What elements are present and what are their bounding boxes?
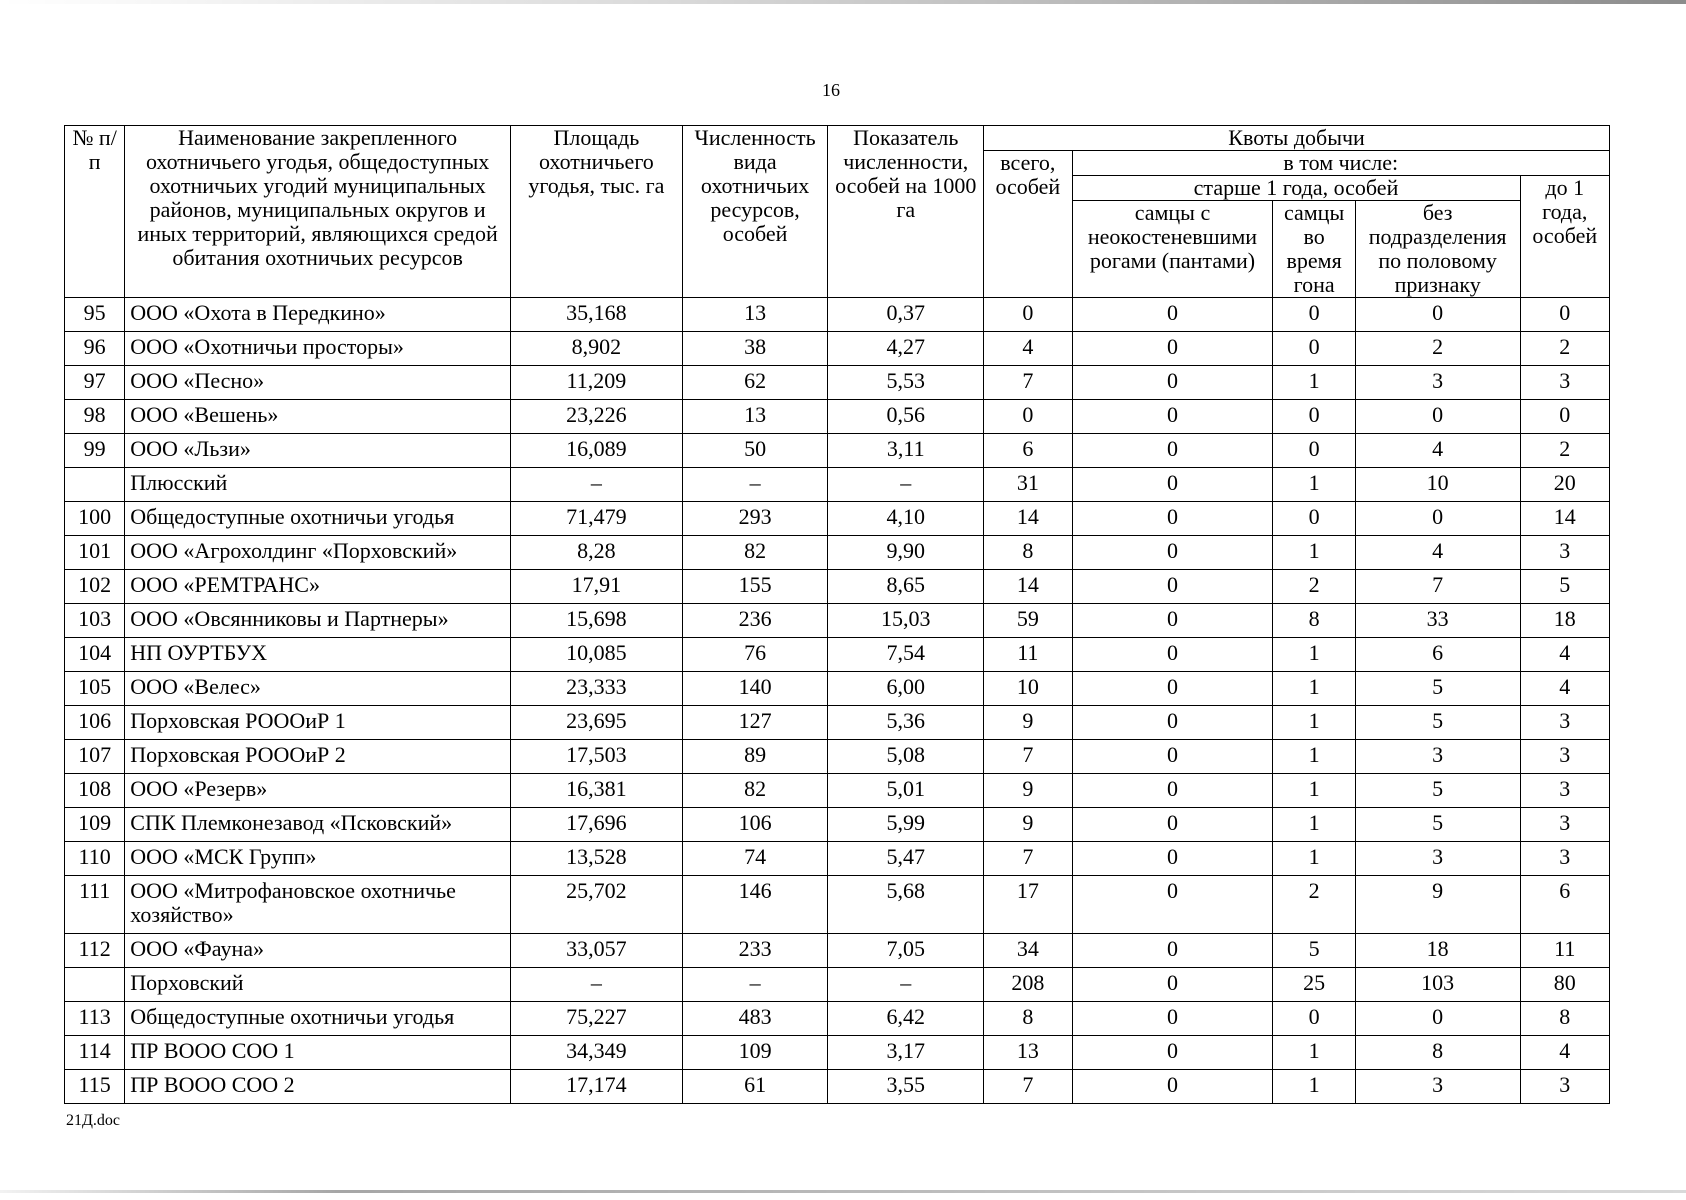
cell-num: 107 bbox=[65, 740, 125, 774]
cell-males-rut: 0 bbox=[1273, 434, 1355, 468]
cell-young: 0 bbox=[1520, 298, 1609, 332]
cell-young: 3 bbox=[1520, 774, 1609, 808]
cell-males-velvet: 0 bbox=[1072, 332, 1273, 366]
cell-total: 31 bbox=[984, 468, 1072, 502]
cell-total: 17 bbox=[984, 876, 1072, 934]
cell-density: 0,37 bbox=[828, 298, 984, 332]
cell-young: 8 bbox=[1520, 1002, 1609, 1036]
table-row bbox=[65, 298, 1610, 332]
cell-males-rut: 1 bbox=[1273, 706, 1355, 740]
cell-total: 14 bbox=[984, 570, 1072, 604]
cell-name: Общедоступные охотничьи угодья bbox=[125, 502, 511, 536]
cell-num: 97 bbox=[65, 366, 125, 400]
cell-area: 23,695 bbox=[511, 706, 683, 740]
cell-young: 5 bbox=[1520, 570, 1609, 604]
cell-num: 103 bbox=[65, 604, 125, 638]
cell-name: ПР ВООО СОО 2 bbox=[125, 1070, 511, 1104]
cell-count: 50 bbox=[682, 434, 828, 468]
cell-young: 4 bbox=[1520, 672, 1609, 706]
cell-density: 5,68 bbox=[828, 876, 984, 934]
cell-name: ПР ВООО СОО 1 bbox=[125, 1036, 511, 1070]
cell-males-velvet: 0 bbox=[1072, 400, 1273, 434]
table-body bbox=[65, 298, 1610, 1104]
cell-area: 11,209 bbox=[511, 366, 683, 400]
cell-density: 3,11 bbox=[828, 434, 984, 468]
cell-num: 112 bbox=[65, 934, 125, 968]
cell-name: Порховская РОООиР 1 bbox=[125, 706, 511, 740]
cell-young: 3 bbox=[1520, 740, 1609, 774]
cell-name: ООО «Агрохолдинг «Порховский» bbox=[125, 536, 511, 570]
cell-males-rut: 1 bbox=[1273, 774, 1355, 808]
cell-count: 89 bbox=[682, 740, 828, 774]
cell-num: 114 bbox=[65, 1036, 125, 1070]
cell-area: 23,226 bbox=[511, 400, 683, 434]
cell-total: 11 bbox=[984, 638, 1072, 672]
cell-area: 34,349 bbox=[511, 1036, 683, 1070]
cell-males-velvet: 0 bbox=[1072, 1002, 1273, 1036]
cell-count: 109 bbox=[682, 1036, 828, 1070]
cell-males-rut: 0 bbox=[1273, 502, 1355, 536]
cell-area: 33,057 bbox=[511, 934, 683, 968]
cell-density: 4,27 bbox=[828, 332, 984, 366]
table-row bbox=[65, 332, 1610, 366]
header-density: Показатель численности, особей на 1000 га bbox=[828, 126, 984, 298]
cell-area: 71,479 bbox=[511, 502, 683, 536]
cell-area: 8,28 bbox=[511, 536, 683, 570]
cell-count: 76 bbox=[682, 638, 828, 672]
cell-no-sex: 4 bbox=[1355, 536, 1520, 570]
cell-density: 7,54 bbox=[828, 638, 984, 672]
cell-males-velvet: 0 bbox=[1072, 1070, 1273, 1104]
cell-num: 96 bbox=[65, 332, 125, 366]
cell-total: 8 bbox=[984, 536, 1072, 570]
cell-total: 0 bbox=[984, 400, 1072, 434]
cell-name: ООО «Песно» bbox=[125, 366, 511, 400]
cell-males-rut: 1 bbox=[1273, 1036, 1355, 1070]
cell-young: 3 bbox=[1520, 706, 1609, 740]
header-males-velvet: самцы с неокостеневшими рогами (пантами) bbox=[1072, 201, 1273, 298]
cell-total: 4 bbox=[984, 332, 1072, 366]
cell-no-sex: 5 bbox=[1355, 672, 1520, 706]
cell-no-sex: 0 bbox=[1355, 502, 1520, 536]
cell-males-rut: 2 bbox=[1273, 570, 1355, 604]
cell-area: 17,91 bbox=[511, 570, 683, 604]
cell-name: Общедоступные охотничьи угодья bbox=[125, 1002, 511, 1036]
cell-count: 106 bbox=[682, 808, 828, 842]
cell-count: 140 bbox=[682, 672, 828, 706]
table-row bbox=[65, 366, 1610, 400]
cell-density: 0,56 bbox=[828, 400, 984, 434]
cell-total: 9 bbox=[984, 706, 1072, 740]
cell-males-rut: 1 bbox=[1273, 468, 1355, 502]
cell-males-rut: 0 bbox=[1273, 332, 1355, 366]
cell-males-velvet: 0 bbox=[1072, 366, 1273, 400]
cell-name: ООО «Овсянниковы и Партнеры» bbox=[125, 604, 511, 638]
table-row bbox=[65, 1070, 1610, 1104]
cell-no-sex: 9 bbox=[1355, 876, 1520, 934]
header-quota: Квоты добычи bbox=[984, 126, 1610, 151]
cell-count: 146 bbox=[682, 876, 828, 934]
cell-no-sex: 5 bbox=[1355, 808, 1520, 842]
cell-males-velvet: 0 bbox=[1072, 298, 1273, 332]
table-row bbox=[65, 672, 1610, 706]
cell-count: – bbox=[682, 968, 828, 1002]
cell-name: ООО «Охотничьи просторы» bbox=[125, 332, 511, 366]
header-num: № п/п bbox=[65, 126, 125, 298]
table-row bbox=[65, 706, 1610, 740]
cell-no-sex: 8 bbox=[1355, 1036, 1520, 1070]
cell-no-sex: 4 bbox=[1355, 434, 1520, 468]
cell-count: 483 bbox=[682, 1002, 828, 1036]
cell-density: 6,42 bbox=[828, 1002, 984, 1036]
cell-no-sex: 10 bbox=[1355, 468, 1520, 502]
cell-num: 108 bbox=[65, 774, 125, 808]
cell-density: 5,53 bbox=[828, 366, 984, 400]
cell-young: 3 bbox=[1520, 842, 1609, 876]
header-males-rut: самцы во время гона bbox=[1273, 201, 1355, 298]
page-number: 16 bbox=[822, 80, 840, 100]
cell-num: 99 bbox=[65, 434, 125, 468]
cell-males-velvet: 0 bbox=[1072, 536, 1273, 570]
cell-count: – bbox=[682, 468, 828, 502]
table-row bbox=[65, 468, 1610, 502]
cell-young: 18 bbox=[1520, 604, 1609, 638]
cell-density: 4,10 bbox=[828, 502, 984, 536]
cell-area: 25,702 bbox=[511, 876, 683, 934]
cell-area: 15,698 bbox=[511, 604, 683, 638]
cell-males-rut: 1 bbox=[1273, 638, 1355, 672]
cell-num: 109 bbox=[65, 808, 125, 842]
cell-total: 7 bbox=[984, 1070, 1072, 1104]
cell-total: 6 bbox=[984, 434, 1072, 468]
scan-edge-bottom bbox=[0, 1190, 1686, 1193]
cell-males-velvet: 0 bbox=[1072, 434, 1273, 468]
cell-young: 4 bbox=[1520, 1036, 1609, 1070]
cell-no-sex: 2 bbox=[1355, 332, 1520, 366]
cell-num: 111 bbox=[65, 876, 125, 934]
cell-males-rut: 1 bbox=[1273, 1070, 1355, 1104]
cell-num: 105 bbox=[65, 672, 125, 706]
cell-young: 2 bbox=[1520, 332, 1609, 366]
cell-area: 16,381 bbox=[511, 774, 683, 808]
cell-males-velvet: 0 bbox=[1072, 604, 1273, 638]
cell-males-velvet: 0 bbox=[1072, 968, 1273, 1002]
cell-density: 8,65 bbox=[828, 570, 984, 604]
cell-no-sex: 3 bbox=[1355, 366, 1520, 400]
scan-edge-top bbox=[0, 0, 1686, 4]
cell-total: 7 bbox=[984, 740, 1072, 774]
cell-num: 104 bbox=[65, 638, 125, 672]
table-row bbox=[65, 570, 1610, 604]
cell-males-rut: 0 bbox=[1273, 1002, 1355, 1036]
cell-males-velvet: 0 bbox=[1072, 934, 1273, 968]
header-older: старше 1 года, особей bbox=[1072, 176, 1520, 201]
cell-num bbox=[65, 468, 125, 502]
cell-total: 8 bbox=[984, 1002, 1072, 1036]
cell-males-velvet: 0 bbox=[1072, 740, 1273, 774]
cell-no-sex: 103 bbox=[1355, 968, 1520, 1002]
cell-no-sex: 3 bbox=[1355, 842, 1520, 876]
cell-num: 98 bbox=[65, 400, 125, 434]
cell-density: 5,99 bbox=[828, 808, 984, 842]
footer-filename: 21Д.doc bbox=[66, 1112, 121, 1129]
table-row bbox=[65, 434, 1610, 468]
cell-no-sex: 33 bbox=[1355, 604, 1520, 638]
cell-no-sex: 6 bbox=[1355, 638, 1520, 672]
cell-num: 113 bbox=[65, 1002, 125, 1036]
cell-young: 20 bbox=[1520, 468, 1609, 502]
cell-males-rut: 2 bbox=[1273, 876, 1355, 934]
table-row bbox=[65, 502, 1610, 536]
cell-total: 14 bbox=[984, 502, 1072, 536]
cell-name: Порховская РОООиР 2 bbox=[125, 740, 511, 774]
cell-area: 23,333 bbox=[511, 672, 683, 706]
cell-males-velvet: 0 bbox=[1072, 638, 1273, 672]
cell-males-velvet: 0 bbox=[1072, 876, 1273, 934]
cell-total: 13 bbox=[984, 1036, 1072, 1070]
cell-num: 95 bbox=[65, 298, 125, 332]
table-row bbox=[65, 934, 1610, 968]
cell-no-sex: 3 bbox=[1355, 1070, 1520, 1104]
cell-males-rut: 1 bbox=[1273, 366, 1355, 400]
cell-young: 3 bbox=[1520, 1070, 1609, 1104]
cell-name: ООО «Вешень» bbox=[125, 400, 511, 434]
header-area: Площадь охотничьего угодья, тыс. га bbox=[511, 126, 683, 298]
cell-name: ООО «МСК Групп» bbox=[125, 842, 511, 876]
cell-density: 3,17 bbox=[828, 1036, 984, 1070]
table-row bbox=[65, 638, 1610, 672]
cell-males-rut: 5 bbox=[1273, 934, 1355, 968]
cell-count: 13 bbox=[682, 400, 828, 434]
cell-no-sex: 0 bbox=[1355, 400, 1520, 434]
cell-name: Порховский bbox=[125, 968, 511, 1002]
table-row bbox=[65, 740, 1610, 774]
table-row bbox=[65, 968, 1610, 1002]
cell-total: 208 bbox=[984, 968, 1072, 1002]
cell-area: – bbox=[511, 968, 683, 1002]
cell-area: 13,528 bbox=[511, 842, 683, 876]
cell-males-rut: 25 bbox=[1273, 968, 1355, 1002]
cell-area: 8,902 bbox=[511, 332, 683, 366]
cell-young: 4 bbox=[1520, 638, 1609, 672]
cell-no-sex: 5 bbox=[1355, 706, 1520, 740]
cell-males-rut: 0 bbox=[1273, 400, 1355, 434]
cell-num: 101 bbox=[65, 536, 125, 570]
cell-males-rut: 1 bbox=[1273, 740, 1355, 774]
cell-no-sex: 7 bbox=[1355, 570, 1520, 604]
header-count: Численность вида охотничьих ресурсов, особей bbox=[682, 126, 828, 298]
cell-area: 17,503 bbox=[511, 740, 683, 774]
cell-density: 5,47 bbox=[828, 842, 984, 876]
cell-males-velvet: 0 bbox=[1072, 502, 1273, 536]
cell-total: 34 bbox=[984, 934, 1072, 968]
header-no-sex: без подразделения по половому признаку bbox=[1355, 201, 1520, 298]
cell-count: 127 bbox=[682, 706, 828, 740]
cell-name: ООО «Льзи» bbox=[125, 434, 511, 468]
cell-name: ООО «Велес» bbox=[125, 672, 511, 706]
cell-area: 75,227 bbox=[511, 1002, 683, 1036]
cell-num: 106 bbox=[65, 706, 125, 740]
cell-area: 16,089 bbox=[511, 434, 683, 468]
cell-num bbox=[65, 968, 125, 1002]
cell-no-sex: 18 bbox=[1355, 934, 1520, 968]
cell-name: ООО «Резерв» bbox=[125, 774, 511, 808]
cell-density: 5,08 bbox=[828, 740, 984, 774]
cell-young: 3 bbox=[1520, 366, 1609, 400]
cell-males-velvet: 0 bbox=[1072, 1036, 1273, 1070]
cell-count: 74 bbox=[682, 842, 828, 876]
cell-name: СПК Племконезавод «Псковский» bbox=[125, 808, 511, 842]
cell-males-rut: 8 bbox=[1273, 604, 1355, 638]
cell-total: 0 bbox=[984, 298, 1072, 332]
cell-name: ООО «Фауна» bbox=[125, 934, 511, 968]
table-row bbox=[65, 842, 1610, 876]
quota-table bbox=[64, 125, 1610, 1104]
cell-males-velvet: 0 bbox=[1072, 570, 1273, 604]
table-row bbox=[65, 604, 1610, 638]
table-row bbox=[65, 536, 1610, 570]
cell-density: 5,01 bbox=[828, 774, 984, 808]
cell-males-velvet: 0 bbox=[1072, 842, 1273, 876]
cell-count: 13 bbox=[682, 298, 828, 332]
cell-num: 115 bbox=[65, 1070, 125, 1104]
cell-total: 10 bbox=[984, 672, 1072, 706]
cell-name: ООО «Охота в Передкино» bbox=[125, 298, 511, 332]
cell-total: 7 bbox=[984, 366, 1072, 400]
cell-name: НП ОУРТБУХ bbox=[125, 638, 511, 672]
cell-no-sex: 5 bbox=[1355, 774, 1520, 808]
cell-young: 6 bbox=[1520, 876, 1609, 934]
cell-density: 6,00 bbox=[828, 672, 984, 706]
cell-num: 100 bbox=[65, 502, 125, 536]
cell-count: 61 bbox=[682, 1070, 828, 1104]
cell-count: 155 bbox=[682, 570, 828, 604]
cell-no-sex: 0 bbox=[1355, 1002, 1520, 1036]
cell-density: 3,55 bbox=[828, 1070, 984, 1104]
cell-count: 82 bbox=[682, 536, 828, 570]
table-row bbox=[65, 876, 1610, 934]
cell-young: 3 bbox=[1520, 808, 1609, 842]
cell-count: 38 bbox=[682, 332, 828, 366]
cell-young: 0 bbox=[1520, 400, 1609, 434]
table-row bbox=[65, 1036, 1610, 1070]
cell-count: 236 bbox=[682, 604, 828, 638]
cell-males-velvet: 0 bbox=[1072, 706, 1273, 740]
table-row bbox=[65, 400, 1610, 434]
cell-males-velvet: 0 bbox=[1072, 774, 1273, 808]
cell-young: 80 bbox=[1520, 968, 1609, 1002]
cell-name: ООО «РЕМТРАНС» bbox=[125, 570, 511, 604]
cell-name: Плюсский bbox=[125, 468, 511, 502]
cell-males-rut: 1 bbox=[1273, 842, 1355, 876]
table-row bbox=[65, 1002, 1610, 1036]
cell-count: 62 bbox=[682, 366, 828, 400]
cell-young: 3 bbox=[1520, 536, 1609, 570]
cell-area: 35,168 bbox=[511, 298, 683, 332]
cell-males-rut: 0 bbox=[1273, 298, 1355, 332]
cell-males-velvet: 0 bbox=[1072, 468, 1273, 502]
cell-young: 11 bbox=[1520, 934, 1609, 968]
cell-young: 14 bbox=[1520, 502, 1609, 536]
cell-density: 9,90 bbox=[828, 536, 984, 570]
cell-no-sex: 3 bbox=[1355, 740, 1520, 774]
cell-num: 110 bbox=[65, 842, 125, 876]
header-total: всего, особей bbox=[984, 151, 1072, 298]
cell-density: – bbox=[828, 968, 984, 1002]
header-name: Наименование закрепленного охотничьего угодья, общедоступных охотничьих угодий муниципальных районов, муниципальных округов и иных территорий, являющихся средой обитания охотничьих ресурсов bbox=[125, 126, 511, 298]
cell-males-rut: 1 bbox=[1273, 536, 1355, 570]
cell-males-velvet: 0 bbox=[1072, 808, 1273, 842]
cell-num: 102 bbox=[65, 570, 125, 604]
cell-total: 9 bbox=[984, 774, 1072, 808]
cell-males-velvet: 0 bbox=[1072, 672, 1273, 706]
cell-density: 7,05 bbox=[828, 934, 984, 968]
cell-total: 7 bbox=[984, 842, 1072, 876]
cell-area: – bbox=[511, 468, 683, 502]
cell-total: 9 bbox=[984, 808, 1072, 842]
table-row bbox=[65, 774, 1610, 808]
cell-males-rut: 1 bbox=[1273, 672, 1355, 706]
cell-area: 17,696 bbox=[511, 808, 683, 842]
cell-no-sex: 0 bbox=[1355, 298, 1520, 332]
cell-count: 233 bbox=[682, 934, 828, 968]
cell-density: 15,03 bbox=[828, 604, 984, 638]
cell-density: 5,36 bbox=[828, 706, 984, 740]
cell-males-rut: 1 bbox=[1273, 808, 1355, 842]
cell-density: – bbox=[828, 468, 984, 502]
cell-area: 10,085 bbox=[511, 638, 683, 672]
header-young: до 1 года, особей bbox=[1520, 176, 1609, 298]
cell-name: ООО «Митрофановское охотничье хозяйство» bbox=[125, 876, 511, 934]
cell-area: 17,174 bbox=[511, 1070, 683, 1104]
table-row bbox=[65, 808, 1610, 842]
header-including: в том числе: bbox=[1072, 151, 1609, 176]
cell-count: 293 bbox=[682, 502, 828, 536]
cell-total: 59 bbox=[984, 604, 1072, 638]
cell-count: 82 bbox=[682, 774, 828, 808]
cell-young: 2 bbox=[1520, 434, 1609, 468]
